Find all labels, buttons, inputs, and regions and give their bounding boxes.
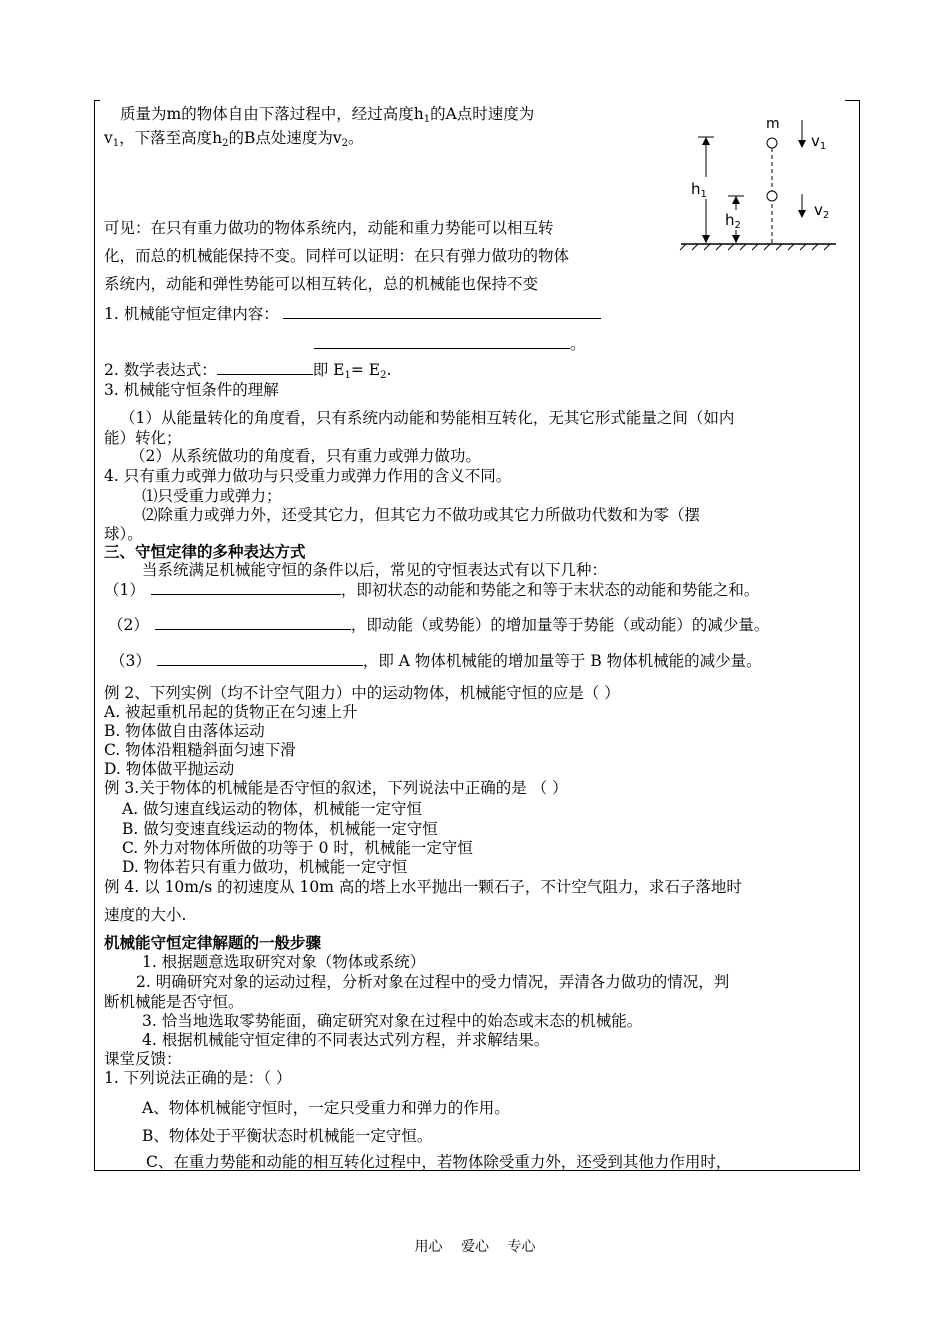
expression-3: （3） ，即 A 物体机械能的增加量等于 B 物体机械能的减少量。 [110,652,762,670]
h2-arrow-top [732,196,740,204]
conclusion-line-1: 可见：在只有重力做功的物体系统内，动能和重力势能可以相互转 [104,219,554,237]
law-content-line: 1. 机械能守恒定律内容： [104,304,601,324]
step-4: 4. 根据机械能守恒定律的不同表达式列方程，并求解结果。 [142,1031,550,1049]
v2-label: $v_2$ [814,201,830,221]
law-content-line-2: 。 [314,334,586,354]
frame-top-right [845,100,859,101]
difference-title: 4. 只有重力或弹力做功与只受重力或弹力作用的含义不同。 [104,467,512,485]
example-4-line-1: 例 4. 以 10m/s 的初速度从 10m 高的塔上水平抛出一颗石子，不计空气阻力，求石子落地时 [104,878,742,896]
point-b-ball [767,191,777,201]
page-footer [0,1236,950,1256]
intro-line-2: $v_1$，下落至高度$h_2$的B点处速度为$v_2$。 [104,129,364,149]
ground-hatch [680,244,830,250]
expression-2-blank [155,615,351,630]
example-3-option-c: C. 外力对物体所做的功等于 0 时，机械能一定守恒 [122,839,473,857]
conclusion-line-2: 化，而总的机械能保持不变。同样可以证明：在只有弹力做功的物体 [104,247,570,265]
formula-blank [217,360,313,375]
expression-2: （2） ，即动能（或势能）的增加量等于势能（或动能）的减少量。 [108,616,770,634]
mass-label: m [766,116,780,132]
point-a-ball [767,138,777,148]
example-3-option-b: B. 做匀变速直线运动的物体，机械能一定守恒 [122,820,438,838]
footer-word-2: 爱心 [461,1239,489,1255]
step-2-line-2: 断机械能是否守恒。 [104,993,244,1011]
h1-label: $h_1$ [691,180,707,200]
feedback-title: 课堂反馈： [104,1050,182,1068]
feedback-option-c: C、在重力势能和动能的相互转化过程中，若物体除受重力外，还受到其他力作用时， [146,1153,732,1171]
section-3-intro: 当系统满足机械能守恒的条件以后，常见的守恒表达式有以下几种： [142,561,608,579]
expression-1-blank [151,580,341,595]
h1-arrow-top [702,137,710,145]
example-2-option-c: C. 物体沿粗糙斜面匀速下滑 [104,741,296,759]
expression-3-blank [157,651,363,666]
law-content-blank [283,304,601,319]
frame-top-left [94,100,100,101]
step-3: 3. 恰当地选取零势能面，确定研究对象在过程中的始态或末态的机械能。 [142,1012,643,1030]
h2-arrow-bottom [732,235,740,243]
difference-2-line-2: 球）。 [104,525,143,543]
section-3-title: 三、守恒定律的多种表达方式 [104,542,306,561]
law-content-blank-2 [314,334,570,349]
step-1: 1. 根据题意选取研究对象（物体或系统） [142,953,426,971]
footer-word-3: 专心 [507,1239,536,1255]
example-3-question: 例 3.关于物体的机械能是否守恒的叙述，下列说法中正确的是 （ ） [104,779,568,797]
condition-1-line-1: （1）从能量转化的角度看，只有系统内动能和势能相互转化，无其它形式能量之间（如内 [120,409,735,427]
condition-title: 3. 机械能守恒条件的理解 [104,381,279,399]
difference-2-line-1: ⑵除重力或弹力外，还受其它力，但其它力不做功或其它力所做功代数和为零（摆 [142,506,701,524]
expression-1: （1） ，即初状态的动能和势能之和等于末状态的动能和势能之和。 [104,581,760,599]
footer-word-1: 用心 [414,1239,443,1255]
example-2-option-d: D. 物体做平抛运动 [104,760,235,778]
example-4-line-2: 速度的大小. [104,906,187,924]
example-3-option-d: D. 物体若只有重力做功，机械能一定守恒 [122,858,408,876]
difference-1: ⑴只受重力或弹力； [142,487,282,505]
h2-label: $h_2$ [725,211,741,231]
feedback-question-1: 1. 下列说法正确的是：（ ） [104,1069,292,1087]
intro-line-1: 质量为m的物体自由下落过程中，经过高度$h_1$的A点时速度为 [120,105,535,125]
steps-title: 机械能守恒定律解题的一般步骤 [104,933,322,952]
formula-line: 2. 数学表达式： 即 $E_1= E_2$. [104,361,392,381]
example-2-option-a: A. 被起重机吊起的货物正在匀速上升 [104,703,358,721]
h1-arrow-bottom [702,235,710,243]
example-2-option-b: B. 物体做自由落体运动 [104,722,265,740]
condition-2: （2）从系统做功的角度看，只有重力或弹力做功。 [130,447,481,465]
v1-label: $v_1$ [811,132,827,152]
feedback-option-b: B、物体处于平衡状态时机械能一定守恒。 [142,1127,433,1145]
free-fall-diagram [676,112,846,252]
feedback-option-a: A、物体机械能守恒时，一定只受重力和弹力的作用。 [142,1099,510,1117]
example-2-question: 例 2、下列实例（均不计空气阻力）中的运动物体，机械能守恒的应是（ ） [104,684,620,702]
step-2-line-1: 2. 明确研究对象的运动过程，分析对象在过程中的受力情况，弄清各力做功的情况，判 [136,973,730,991]
example-3-option-a: A. 做匀速直线运动的物体，机械能一定守恒 [122,800,423,818]
conclusion-line-3: 系统内，动能和弹性势能可以相互转化，总的机械能也保持不变 [104,275,539,293]
condition-1-line-2: 能）转化； [104,429,182,447]
